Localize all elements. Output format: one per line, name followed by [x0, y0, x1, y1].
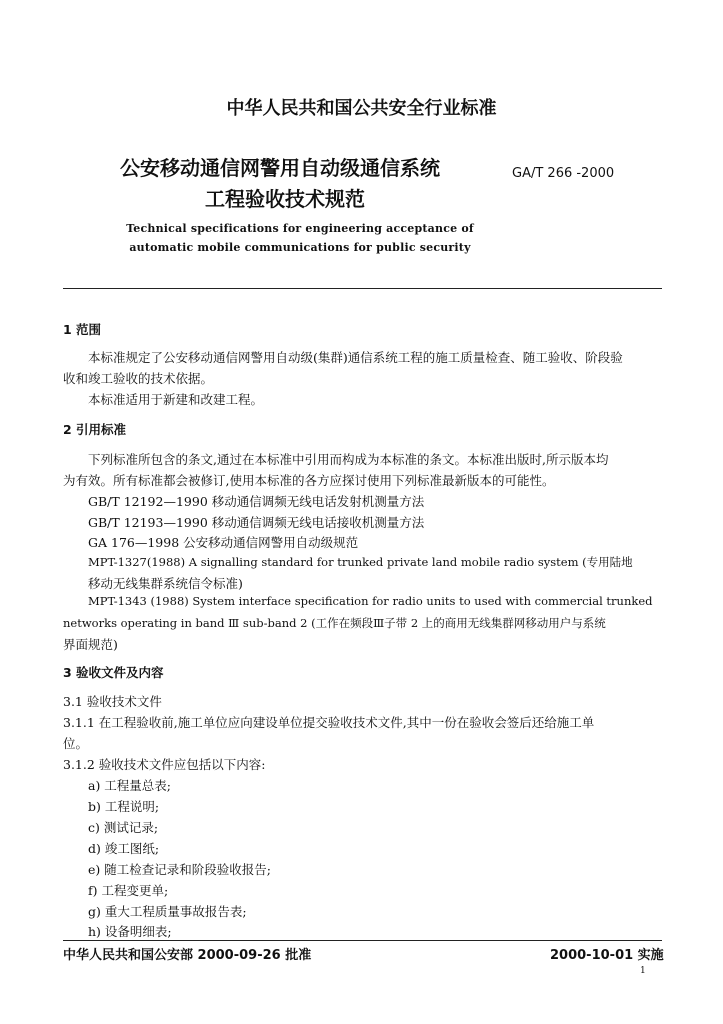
header-rule	[63, 288, 662, 289]
list-item: d) 竣工图纸;	[88, 841, 160, 856]
subsection-3-1: 3.1 验收技术文件	[63, 694, 162, 709]
implementation-line: 2000-10-01 实施	[550, 948, 664, 963]
list-item: e) 随工检查记录和阶段验收报告;	[88, 862, 271, 877]
mpt1343-line3: 界面规范)	[63, 637, 118, 652]
list-item: f) 工程变更单;	[88, 883, 169, 898]
page-number: 1	[640, 966, 646, 976]
mpt1327-line2: 移动无线集群系统信令标准)	[88, 576, 243, 591]
list-item: a) 工程量总表;	[88, 778, 172, 793]
section1-heading: 1 范围	[63, 322, 102, 337]
section1-para2: 本标准适用于新建和改建工程。	[88, 392, 264, 407]
section2-intro-line1: 下列标准所包含的条文,通过在本标准中引用而构成为本标准的条文。本标准出版时,所示版本均	[88, 452, 609, 467]
mpt1327-line1: MPT-1327(1988) A signalling standard for trunked private land mobile radio system (专用陆地	[88, 555, 633, 569]
standard-class-heading: 中华人民共和国公共安全行业标准	[226, 98, 497, 119]
approval-line: 中华人民共和国公安部 2000-09-26 批准	[63, 948, 312, 963]
section2-heading: 2 引用标准	[63, 422, 127, 437]
document-title-line2: 工程验收技术规范	[205, 187, 365, 211]
english-title-line2: automatic mobile communications for public security	[129, 241, 471, 254]
section3-heading: 3 验收文件及内容	[63, 665, 164, 680]
reference-item: GB/T 12193—1990 移动通信调频无线电话接收机测量方法	[88, 515, 425, 530]
mpt1343-line2: networks operating in band Ⅲ sub-band 2 (工作在频段Ⅲ子带 2 上的商用无线集群网移动用户与系统	[63, 616, 606, 630]
footer-rule	[63, 940, 662, 941]
standard-code: GA/T 266 -2000	[512, 166, 615, 181]
list-item: g) 重大工程质量事故报告表;	[88, 904, 247, 919]
subsection-3-1-1-line1: 3.1.1 在工程验收前,施工单位应向建设单位提交验收技术文件,其中一份在验收会签后还给施工单	[63, 715, 595, 730]
reference-item: GB/T 12192—1990 移动通信调频无线电话发射机测量方法	[88, 494, 425, 509]
section2-intro-line2: 为有效。所有标准都会被修订,使用本标准的各方应探讨使用下列标准最新版本的可能性。	[63, 473, 555, 488]
subsection-3-1-2: 3.1.2 验收技术文件应包括以下内容:	[63, 757, 266, 772]
subsection-3-1-1-line2: 位。	[63, 736, 89, 751]
list-item: h) 设备明细表;	[88, 924, 172, 939]
document-title-line1: 公安移动通信网警用自动级通信系统	[120, 156, 440, 180]
mpt1343-line1: MPT-1343 (1988) System interface specification for radio units to used with commercial trunked	[88, 594, 653, 608]
section1-para1-line1: 本标准规定了公安移动通信网警用自动级(集群)通信系统工程的施工质量检查、随工验收、阶段验	[88, 350, 623, 365]
reference-item: GA 176—1998 公安移动通信网警用自动级规范	[88, 535, 359, 550]
list-item: b) 工程说明;	[88, 799, 160, 814]
list-item: c) 测试记录;	[88, 820, 159, 835]
english-title-line1: Technical specifications for engineering acceptance of	[126, 222, 474, 235]
section1-para1-line2: 收和竣工验收的技术依据。	[63, 371, 214, 386]
